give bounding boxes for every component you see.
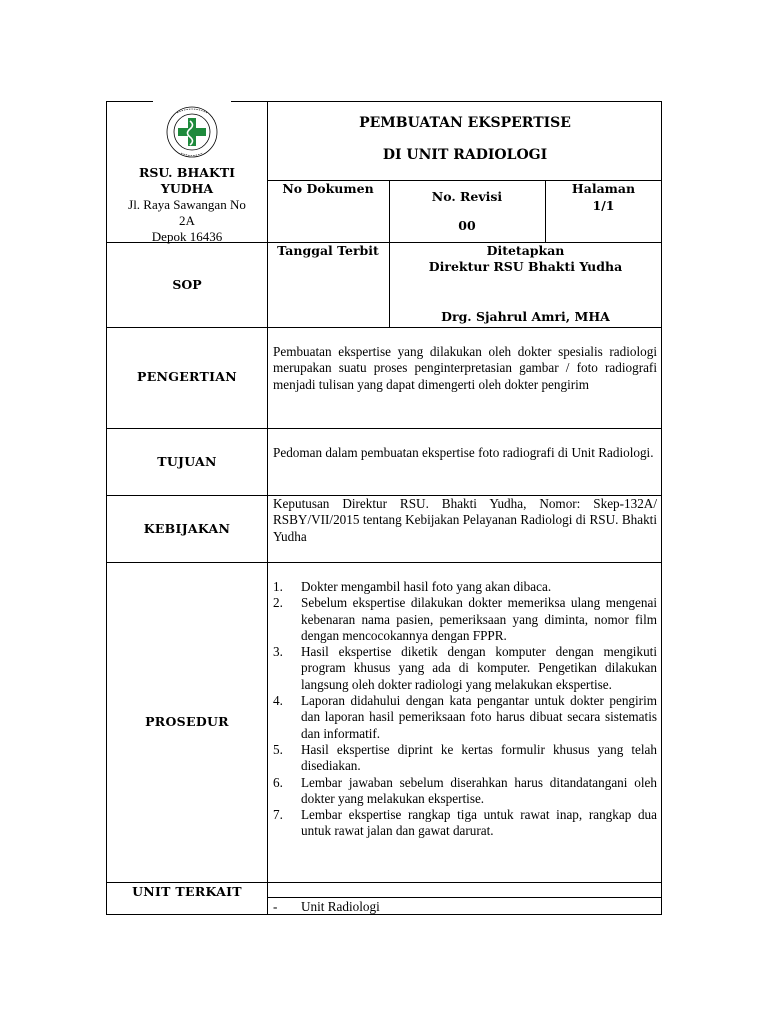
ditetapkan-cell: [389, 242, 662, 327]
signatory-name: Drg. Sjahrul Amri, MHA: [441, 309, 610, 324]
sop-label: SOP: [172, 277, 202, 292]
no-revisi-value: 00: [458, 218, 476, 233]
hospital-name: RSU. BHAKTI YUDHA: [139, 165, 235, 196]
row-divider: [107, 882, 662, 883]
no-revisi-cell: [389, 180, 545, 242]
hospital-block: [107, 102, 267, 242]
list-item: 4. Laporan didahului dengan kata pengantar untuk dokter pengirim dan laporan hasil pemeriksaan foto harus dibuat secara sistematis dan informatif.: [273, 693, 657, 741]
kebijakan-text: Keputusan Direktur RSU. Bhakti Yudha, Nomor: Skep-132A/ RSBY/VII/2015 tentang Kebijakan Pelayanan Radiologi di RSU. Bhakti Yudha: [273, 496, 657, 544]
kebijakan-label: KEBIJAKAN: [143, 521, 231, 536]
pengertian-text: Pembuatan ekspertise yang dilakukan oleh dokter spesialis radiologi merupakan suatu proses penginterpretasian gambar / foto radiografi menjadi tulisan yang dapat dimengerti oleh dokter pengirim: [273, 344, 657, 392]
list-item: 7. Lembar ekspertise rangkap tiga untuk rawat inap, rangkap dua untuk rawat jalan dan gawat darurat.: [273, 807, 657, 839]
row-divider: [107, 327, 662, 328]
unit-terkait-value: Unit Radiologi: [301, 899, 380, 914]
address-line: Jl. Raya Sawangan No: [128, 197, 246, 212]
row-divider: [107, 428, 662, 429]
prosedur-label: PROSEDUR: [145, 714, 229, 729]
no-dokumen-cell: [267, 180, 389, 242]
tanggal-terbit-label: Tanggal Terbit: [277, 243, 379, 258]
row-divider: [267, 897, 662, 898]
list-item: 5. Hasil ekspertise diprint ke kertas formulir khusus yang telah disediakan.: [273, 741, 657, 774]
no-revisi-label: No. Revisi: [431, 189, 503, 204]
tanggal-terbit-cell: [267, 242, 389, 327]
halaman-cell: [545, 180, 662, 242]
unit-terkait-dash: -: [273, 899, 278, 914]
list-item: 1. Dokter mengambil hasil foto yang akan dibaca.: [273, 579, 552, 594]
ditetapkan-by: Direktur RSU Bhakti Yudha: [428, 259, 623, 274]
no-dokumen-label: No Dokumen: [282, 181, 374, 196]
tujuan-text: Pedoman dalam pembuatan ekspertise foto radiografi di Unit Radiologi.: [273, 445, 654, 460]
row-divider: [107, 562, 662, 563]
prosedur-list: [273, 579, 657, 840]
list-item: 3. Hasil ekspertise diketik dengan komputer dengan mengikuti program khusus yang ada di komputer. Pengetikan dilakukan langsung oleh dokter radiologi yang melakukan ekspertise.: [273, 644, 657, 692]
title-line: PEMBUATAN EKSPERTISE: [359, 115, 571, 131]
halaman-label: Halaman: [571, 181, 636, 196]
tujuan-label: TUJUAN: [157, 454, 217, 469]
title-line: DI UNIT RADIOLOGI: [382, 147, 548, 163]
list-item: 2. Sebelum ekspertise dilakukan dokter memeriksa ulang mengenai kebenaran nama pasien, pemeriksaan yang diminta, nomor film dengan mencocokannya dengan FPPR.: [273, 595, 657, 643]
address-line: 2A: [179, 213, 195, 228]
address-line: Depok 16436: [151, 229, 223, 244]
unit-terkait-row: [273, 899, 657, 915]
halaman-value: 1/1: [592, 198, 615, 213]
sop-cell: [107, 242, 267, 327]
unit-terkait-label: UNIT TERKAIT: [132, 884, 242, 899]
list-item: 6. Lembar jawaban sebelum diserahkan harus ditandatangani oleh dokter yang melakukan ekspertise.: [273, 774, 657, 806]
pengertian-label: PENGERTIAN: [137, 369, 237, 384]
hospital-logo-icon: [153, 101, 231, 163]
sop-document: [106, 101, 662, 915]
ditetapkan-label: Ditetapkan: [486, 243, 565, 258]
hospital-address: [107, 197, 267, 245]
document-title: [267, 102, 663, 180]
